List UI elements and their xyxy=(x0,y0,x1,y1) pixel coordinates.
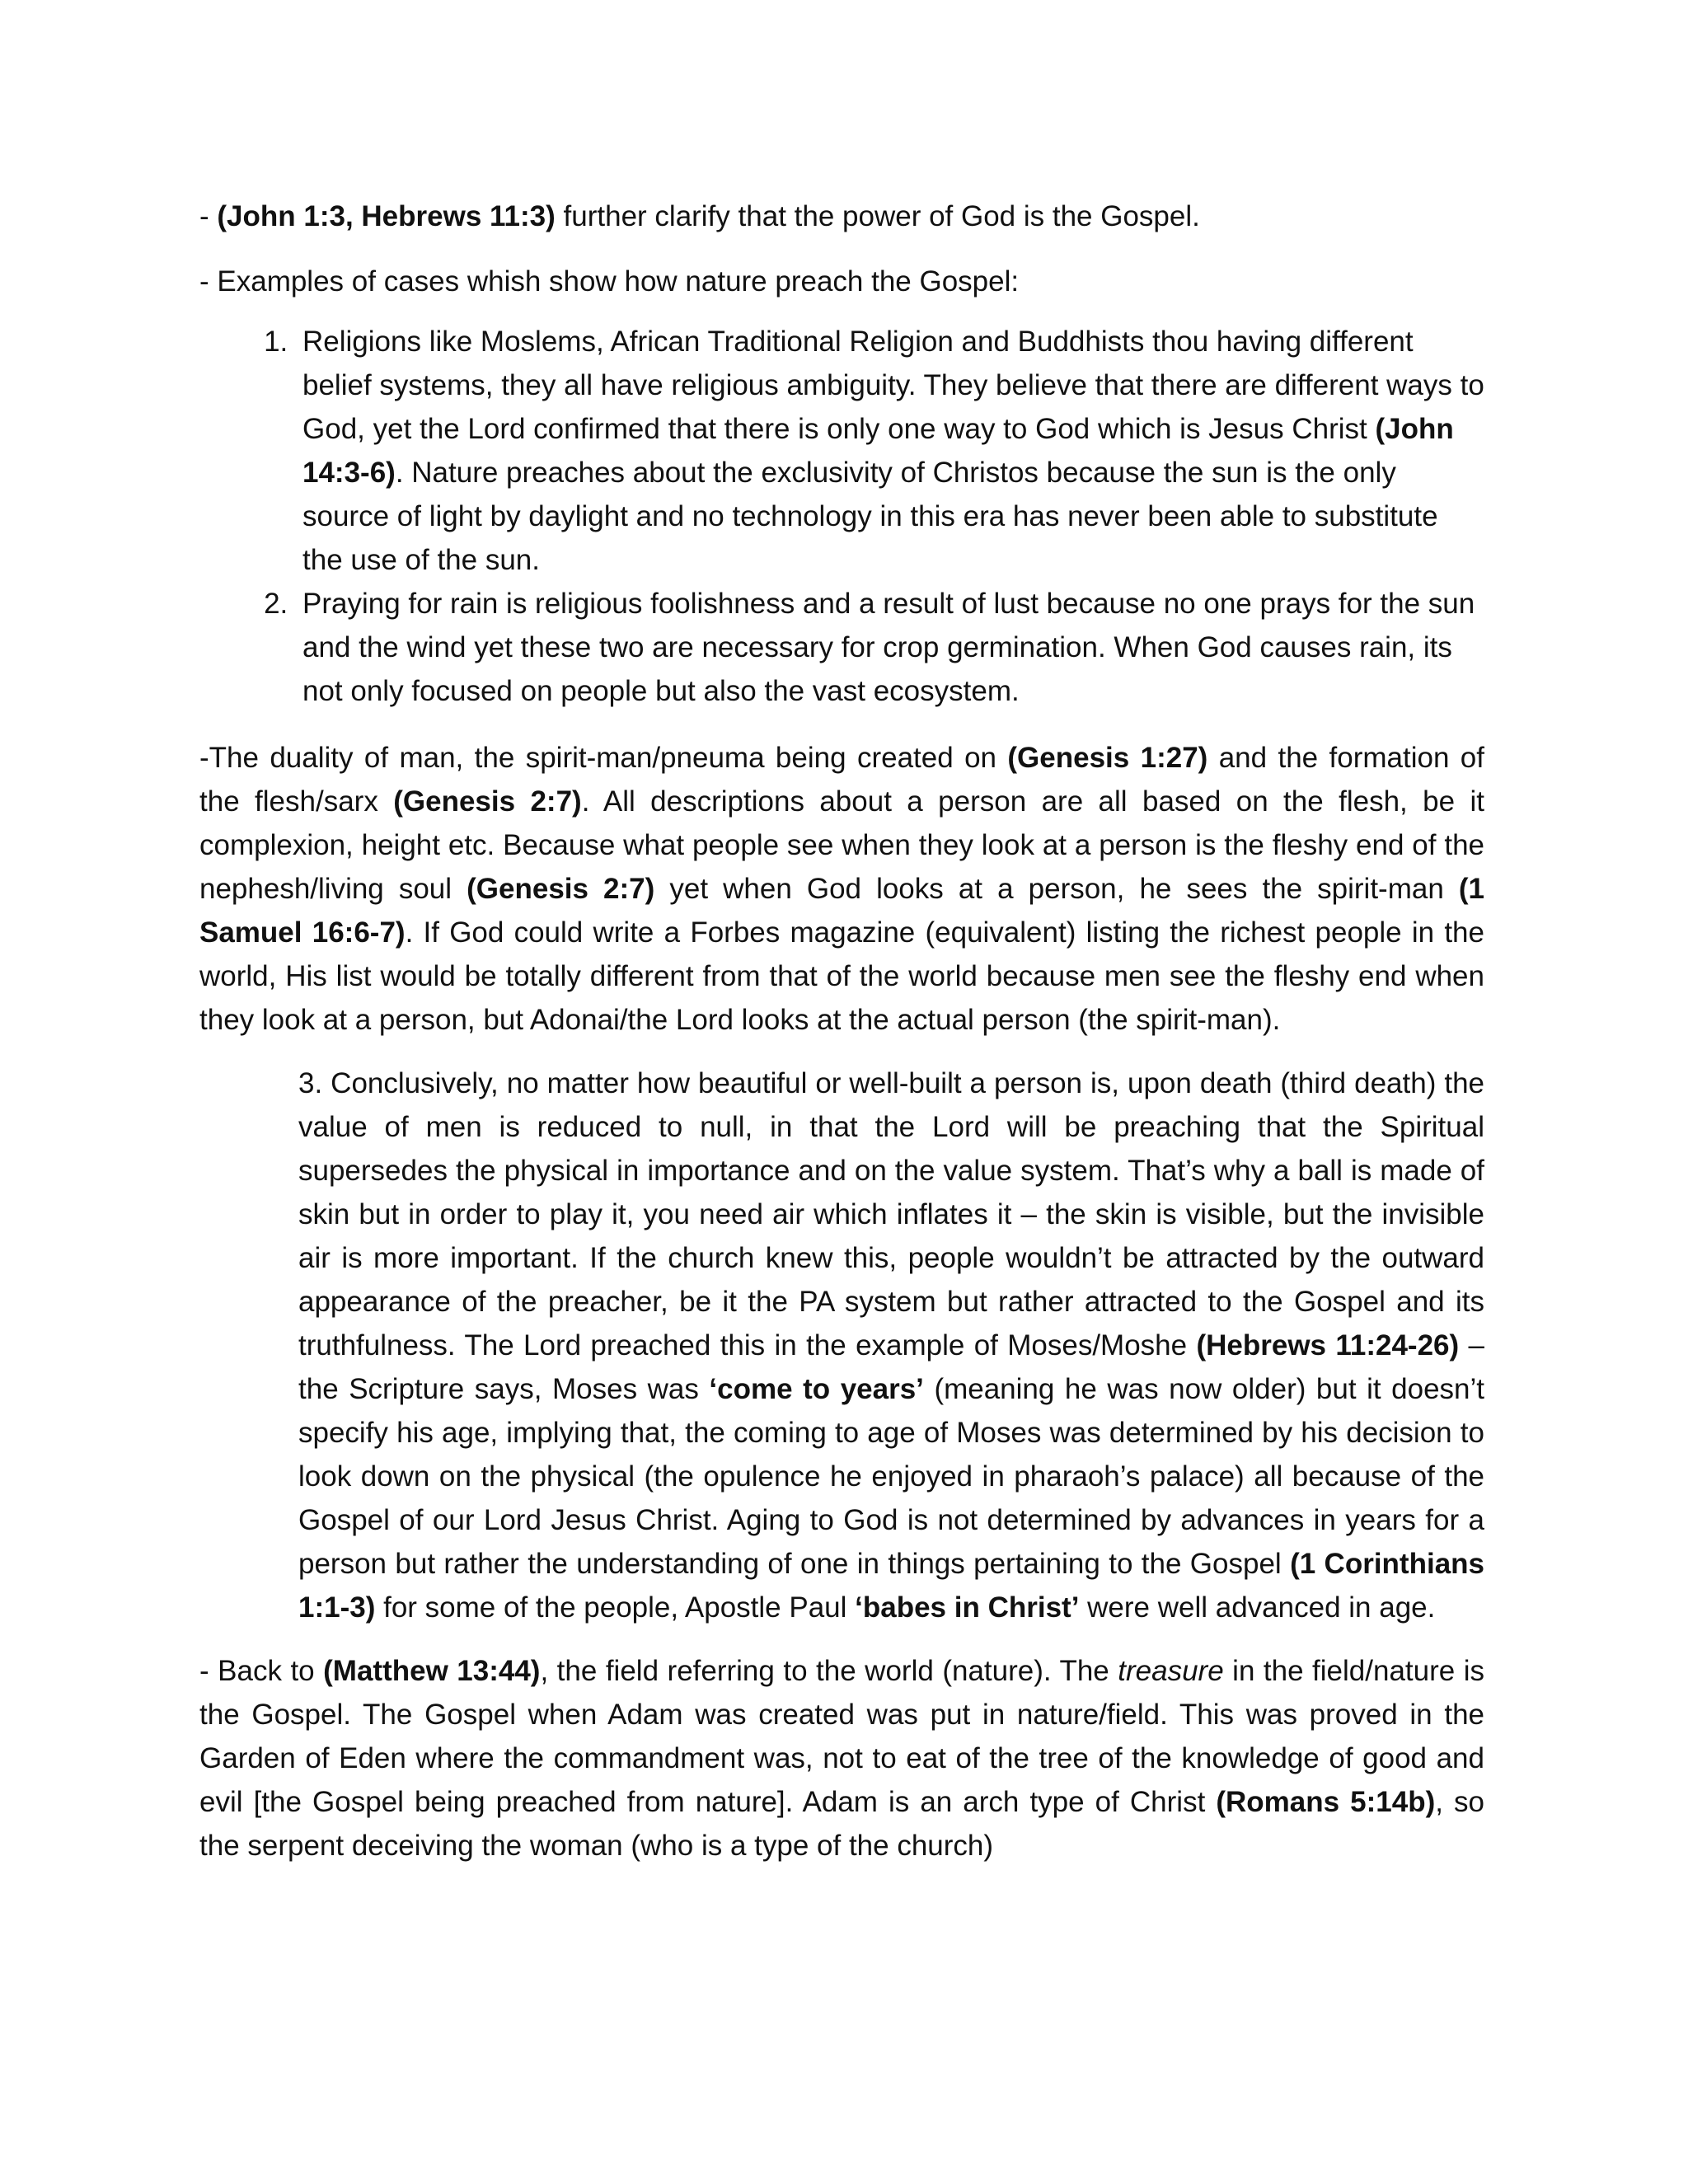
scripture-reference: (Romans 5:14b) xyxy=(1216,1786,1436,1818)
scripture-reference: (Genesis 2:7) xyxy=(467,873,655,905)
matthew-paragraph xyxy=(199,1649,1484,1868)
paragraph-text: . If God could write a Forbes magazine (equivalent) listing the richest people in the world, His list would be totally different from that of the world because men see the fleshy end when they look at a person, but Adonai/the Lord looks at the actual person (the spirit-man). xyxy=(199,916,1484,1036)
paragraph-text: – the Scripture says, Moses was xyxy=(298,1329,1484,1405)
paragraph-text: . All descriptions about a person are all based on the flesh, be it complexion, height etc. Because what people see when they look at a person is the fleshy end of the nephesh/living soul xyxy=(199,785,1484,905)
scripture-reference: (John 14:3-6) xyxy=(302,413,1454,489)
paragraph-text: -The duality of man, the spirit-man/pneuma being created on xyxy=(199,742,1008,774)
paragraph-text: , the field referring to the world (nature). The xyxy=(540,1655,1118,1687)
paragraph-text: were well advanced in age. xyxy=(1079,1591,1436,1624)
intro-dash: - xyxy=(199,200,218,232)
emphasized-word: treasure xyxy=(1118,1655,1224,1687)
scripture-reference: (John 1:3, Hebrews 11:3) xyxy=(217,200,556,232)
paragraph-text: yet when God looks at a person, he sees the spirit-man xyxy=(654,873,1459,905)
list-item xyxy=(296,582,1484,713)
paragraph-text: (meaning he was now older) but it doesn’t specify his age, implying that, the coming to age of Moses was determined by his decision to look down on the physical (the opulence he enjoyed in pharaoh’s palace) all because of the Gospel of our Lord Jesus Christ. Aging to God is not determined by advances in years for a person but rather the understanding of one in things pertaining to the Gospel xyxy=(298,1373,1485,1580)
quoted-phrase: ‘babes in Christ’ xyxy=(855,1591,1080,1624)
intro-statement xyxy=(199,194,1484,238)
scripture-reference: (1 Corinthians 1:1-3) xyxy=(298,1548,1484,1624)
scripture-reference: (Hebrews 11:24-26) xyxy=(1196,1329,1460,1361)
example-text: . Nature preaches about the exclusivity of Christos because the sun is the only source of light by daylight and no technology in this era has never been able to substitute the use of the sun. xyxy=(302,457,1438,576)
conclusion-paragraph xyxy=(298,1062,1484,1629)
scripture-reference: (Genesis 2:7) xyxy=(393,785,582,818)
list-item xyxy=(296,320,1484,582)
examples-list xyxy=(199,320,1484,713)
paragraph-text: - Back to xyxy=(199,1655,324,1687)
duality-paragraph xyxy=(199,736,1484,1042)
quoted-phrase: ‘come to years’ xyxy=(709,1373,924,1405)
intro-text: further clarify that the power of God is the Gospel. xyxy=(555,200,1200,232)
paragraph-text: and the formation of the flesh/sarx xyxy=(199,742,1484,818)
paragraph-text: 3. Conclusively, no matter how beautiful or well-built a person is, upon death (third death) the value of men is reduced to null, in that the Lord will be preaching that the Spiritual supersedes the physical in importance and on the value system. That’s why a ball is made of skin but in order to play it, you need air which inflates it – the skin is visible, but the invisible air is more important. If the church knew this, people wouldn’t be attracted by the outward appearance of the preacher, be it the PA system but rather attracted to the Gospel and its truthfulness. The Lord preached this in the example of Moses/Moshe xyxy=(298,1067,1484,1361)
paragraph-text: , so the serpent deceiving the woman (who is a type of the church) xyxy=(199,1786,1484,1862)
example-text: Praying for rain is religious foolishness and a result of lust because no one prays for the sun and the wind yet these two are necessary for crop germination. When God causes rain, its not only focused on people but also the vast ecosystem. xyxy=(302,588,1475,707)
scripture-reference: (Genesis 1:27) xyxy=(1007,742,1208,774)
paragraph-text: for some of the people, Apostle Paul xyxy=(375,1591,856,1624)
page-body xyxy=(199,194,1484,1868)
example-text: Religions like Moslems, African Traditional Religion and Buddhists thou having different belief systems, they all have religious ambiguity. They believe that there are different ways to God, yet the Lord confirmed that there is only one way to God which is Jesus Christ xyxy=(302,326,1484,445)
examples-heading: - Examples of cases whish show how nature preach the Gospel: xyxy=(199,265,1020,298)
paragraph-text: in the field/nature is the Gospel. The Gospel when Adam was created was put in nature/field. This was proved in the Garden of Eden where the commandment was, not to eat of the tree of the knowledge of good and evil [the Gospel being preached from nature]. Adam is an arch type of Christ xyxy=(199,1655,1484,1818)
scripture-reference: (Matthew 13:44) xyxy=(323,1655,541,1687)
scripture-reference: (1 Samuel 16:6-7) xyxy=(199,873,1484,949)
